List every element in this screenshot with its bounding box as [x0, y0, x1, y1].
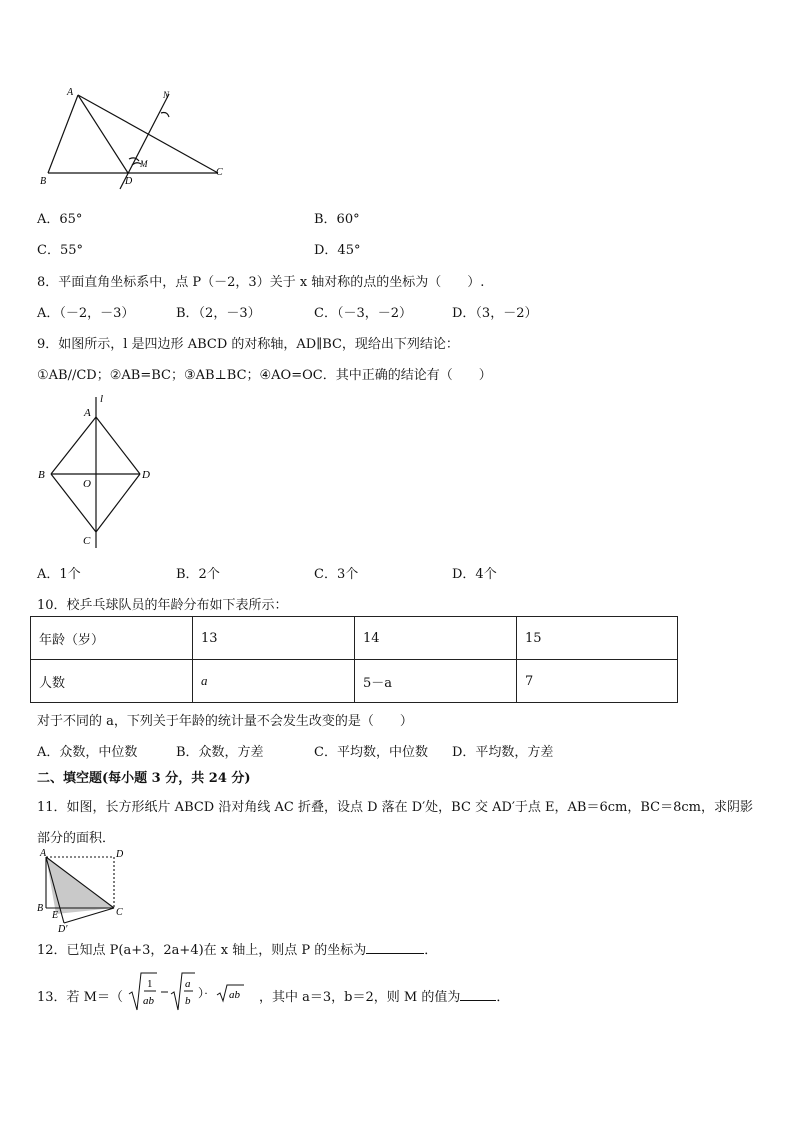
q10-option-d[interactable]: D．平均数，方差 — [452, 745, 554, 760]
q7-label-d: D — [125, 176, 133, 187]
q9-option-d[interactable]: D．4个 — [452, 567, 497, 582]
q11-label-dp: D′ — [58, 924, 68, 935]
q7-label-c: C — [216, 167, 223, 178]
table-cell: 5－a — [355, 660, 517, 703]
q9-label-d: D — [142, 469, 150, 481]
q12-text: 12．已知点 P(a+3，2a+4)在 x 轴上，则点 P 的坐标为 — [37, 943, 367, 958]
q13-one: 1 — [147, 978, 153, 990]
q9-label-a: A — [84, 407, 91, 419]
q9-option-b[interactable]: B．2个 — [176, 567, 220, 582]
q10-stem: 10．校乒乓球队员的年龄分布如下表所示： — [37, 598, 288, 613]
q11-label-c: C — [116, 907, 123, 918]
q8-stem: 8．平面直角坐标系中，点 P（－2，3）关于 x 轴对称的点的坐标为（ ）. — [37, 275, 485, 290]
q7-label-m: M — [140, 159, 148, 169]
q9-conclusions: ①AB//CD；②AB=BC；③AB⊥BC；④AO=OC．其中正确的结论有（ ） — [37, 368, 492, 383]
q13-prefix: 13．若 M＝（ — [37, 990, 123, 1005]
q13-ab-den: ab — [143, 995, 154, 1007]
q9-label-o: O — [83, 478, 91, 490]
q7-option-c[interactable]: C．55° — [37, 243, 83, 258]
q13-formula — [127, 970, 257, 1014]
table-cell: 人数 — [31, 660, 193, 703]
table-cell: 7 — [517, 660, 678, 703]
q7-option-d[interactable]: D．45° — [314, 243, 361, 258]
q8-option-d[interactable]: D．（3，－2） — [452, 306, 538, 321]
q9-figure — [36, 392, 161, 550]
q7-label-n: N — [163, 90, 170, 100]
q11-label-b: B — [37, 903, 44, 914]
age-table — [30, 616, 678, 703]
q13-end: ． — [496, 990, 510, 1005]
q7-option-a[interactable]: A．65° — [37, 212, 83, 227]
q10-option-a[interactable]: A．众数，中位数 — [37, 745, 138, 760]
q10-option-b[interactable]: B．众数，方差 — [176, 745, 264, 760]
q11-label-e: E — [52, 910, 59, 921]
table-cell: 13 — [193, 617, 355, 660]
q9-label-b: B — [38, 469, 45, 481]
q8-option-a[interactable]: A．（－2，－3） — [37, 306, 135, 321]
q11-line1: 11．如图，长方形纸片 ABCD 沿对角线 AC 折叠，设点 D 落在 D′处，BC 交 AD′于点 E，AB＝6cm，BC＝8cm，求阴影 — [37, 800, 753, 815]
q8-option-b[interactable]: B．（2，－3） — [176, 306, 261, 321]
answer-blank[interactable] — [366, 941, 424, 954]
section-title: 二、填空题(每小题 3 分，共 24 分) — [37, 771, 251, 786]
q11-line2: 部分的面积． — [37, 831, 116, 846]
q9-label-l: l — [100, 393, 104, 405]
q7-label-b: B — [40, 176, 47, 187]
table-cell: 15 — [517, 617, 678, 660]
q10-option-c[interactable]: C．平均数，中位数 — [314, 745, 428, 760]
answer-blank[interactable] — [460, 988, 496, 1001]
q9-stem: 9．如图所示，l 是四边形 ABCD 的对称轴，AD∥BC，现给出下列结论： — [37, 337, 459, 352]
q7-figure — [36, 85, 236, 190]
table-cell: 14 — [355, 617, 517, 660]
q9-option-c[interactable]: C．3个 — [314, 567, 359, 582]
table-row — [31, 617, 678, 660]
q13-ab-root: ab — [229, 989, 240, 1001]
q13-b-den: b — [185, 995, 191, 1007]
q8-option-c[interactable]: C．（－3，－2） — [314, 306, 412, 321]
q13-a-num: a — [185, 978, 191, 990]
q12 — [37, 939, 437, 958]
q9-label-c: C — [83, 535, 91, 547]
table-row — [31, 660, 678, 703]
q9-option-a[interactable]: A．1个 — [37, 567, 81, 582]
table-cell: a — [193, 660, 355, 703]
q11-figure — [36, 847, 136, 935]
q13-suffix: ，其中 a＝3，b＝2，则 M 的值为 — [259, 990, 461, 1005]
q10-after: 对于不同的 a，下列关于年龄的统计量不会发生改变的是（ ） — [37, 714, 413, 729]
svg-text:）·: ）· — [198, 986, 208, 1000]
q7-option-b[interactable]: B．60° — [314, 212, 360, 227]
q7-label-a: A — [67, 87, 74, 98]
q11-label-a: A — [40, 848, 47, 859]
q11-label-d: D — [116, 849, 124, 860]
table-cell: 年龄（岁） — [31, 617, 193, 660]
q12-end: ． — [424, 943, 438, 958]
